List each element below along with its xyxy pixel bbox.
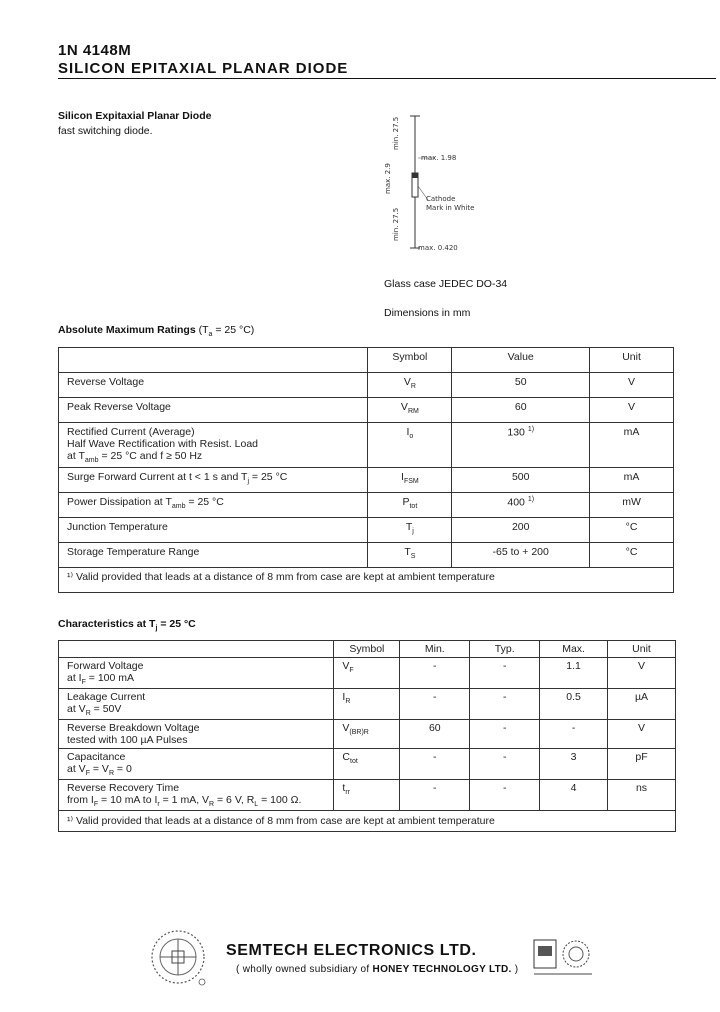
param-text: at V [67,703,86,716]
param-sub: F [93,801,99,809]
value-cell [452,423,590,468]
unit-cell: ns [608,780,676,811]
subsidiary-text: ) [511,964,519,975]
table-row [59,658,676,689]
min-cell: - [400,689,470,720]
symbol-sub: F [349,667,354,675]
unit-cell: °C [590,518,674,543]
value: 500 [511,471,530,484]
unit-cell: pF [608,749,676,780]
company-logo [147,926,209,988]
param-line: Leakage Current [67,691,146,704]
table-row [59,423,674,468]
symbol-cell [368,373,452,398]
table-row [59,749,676,780]
symbol-cell [368,423,452,468]
dimensions-text: Dimensions in mm [384,307,471,319]
case-text: Glass case JEDEC DO-34 [384,278,508,290]
header-cell: Unit [590,348,674,373]
header-cell: Symbol [334,641,400,658]
symbol-sub: RM [407,408,419,416]
unit-cell: V [590,398,674,423]
table-row [59,373,674,398]
table-footnote-row [59,568,674,593]
characteristics-heading-tail: = 25 °C [157,618,196,630]
header-cell: Typ. [470,641,540,658]
param-text: = 6 V, R [214,794,255,807]
param-text: Power Dissipation at T [67,496,172,509]
characteristics-table [58,640,676,832]
table-row [59,543,674,568]
symbol: t [342,782,346,795]
symbol-cell [334,780,400,811]
param-text: = 25 °C [185,496,224,509]
symbol-cell [368,518,452,543]
value-cell [452,518,590,543]
symbol-cell [334,749,400,780]
param-sub: F [81,679,86,687]
param-text: Surge Forward Current at t < 1 s and T [67,471,248,484]
symbol: P [402,496,410,509]
param-sub: F [85,770,90,778]
value-cell [452,543,590,568]
unit-cell: mA [590,468,674,493]
symbol-sub: R [345,698,351,706]
symbol-cell [334,720,400,749]
value-footnote: 1) [527,426,535,433]
symbol-sub: S [410,553,416,561]
max-cell: 3 [540,749,608,780]
page-title: SILICON EPITAXIAL PLANAR DIODE [58,60,716,79]
symbol-cell [368,493,452,518]
param-cell: Peak Reverse Voltage [59,398,368,423]
param-line [67,703,325,717]
part-number: 1N 4148M [58,42,132,59]
table-row [59,720,676,749]
header-cell: Unit [608,641,676,658]
abs-max-condition-sub: a [208,331,213,339]
value: 200 [511,521,530,534]
min-cell: 60 [400,720,470,749]
symbol: I [342,691,346,704]
certification-marks [532,934,594,982]
param-text: at I [67,672,82,684]
symbol-cell [334,658,400,689]
param-sub: amb [84,457,99,465]
header-cell [59,348,368,373]
symbol-sub: o [409,433,414,441]
param-line [67,672,325,686]
param-cell [59,720,334,749]
abs-max-heading: Absolute Maximum Ratings [58,324,196,336]
unit-cell: mW [590,493,674,518]
param-line: Forward Voltage [67,660,144,672]
param-line: Reverse Recovery Time [67,782,180,795]
symbol-sub: rr [345,789,350,797]
table-row [59,518,674,543]
header-cell [59,641,334,658]
subsidiary-text: ( wholly owned subsidiary of [236,964,373,975]
symbol: I [401,471,404,484]
table-row [59,493,674,518]
unit-cell: V [590,373,674,398]
symbol: V [400,401,408,413]
unit-cell: °C [590,543,674,568]
characteristics-title [58,618,196,632]
param-sub: amb [171,503,186,511]
abs-max-condition: (T [198,324,209,336]
parent-company-name: HONEY TECHNOLOGY LTD. [372,964,512,975]
abs-max-condition-tail: = 25 °C) [212,324,255,336]
subsidiary-line [236,964,518,975]
param-text: = 1 mA, V [159,794,210,807]
table-row [59,689,676,720]
symbol-sub: FSM [403,478,419,486]
param-text: = 25 °C and f ≥ 50 Hz [98,450,203,462]
param-text: at V [67,763,86,776]
param-cell [59,468,368,493]
param-sub: r [157,801,160,809]
abs-max-title [58,324,254,338]
symbol: V [403,376,411,388]
cathode-label: Cathode [426,195,456,203]
table-header-row [59,348,674,373]
characteristics-heading-sub: j [155,625,158,633]
symbol-sub: j [412,528,414,536]
header-cell: Symbol [368,348,452,373]
max-cell: 1.1 [540,658,608,689]
symbol: V [342,722,350,735]
symbol-cell [368,543,452,568]
table-row [59,398,674,423]
footnote: ¹⁾ Valid provided that leads at a distance of 8 mm from case are kept at ambient temperature [59,568,674,593]
min-cell: - [400,658,470,689]
param-text: = 100 Ω. [258,794,302,807]
value: 60 [514,401,527,413]
param-cell [59,493,368,518]
param-cell [59,423,368,468]
max-cell: 0.5 [540,689,608,720]
dim-label-lead-top: min. 27.5 [392,116,400,150]
unit-cell: V [608,720,676,749]
param-text: = 50V [90,703,122,716]
value: 400 [507,496,525,509]
value: -65 to + 200 [492,546,549,559]
value-cell [452,493,590,518]
param-text: at T [67,450,85,462]
typ-cell: - [470,658,540,689]
value-cell [452,398,590,423]
param-cell: Junction Temperature [59,518,368,543]
max-cell: 4 [540,780,608,811]
param-text: = 0 [114,763,132,776]
header-cell: Max. [540,641,608,658]
param-line: Half Wave Rectification with Resist. Load [67,438,259,450]
param-cell [59,780,334,811]
param-cell [59,749,334,780]
dim-label-lead-bottom: min. 27.5 [392,207,400,241]
intro-description: fast switching diode. [58,125,153,137]
param-sub: j [247,478,249,486]
typ-cell: - [470,720,540,749]
typ-cell: - [470,780,540,811]
value-cell [452,468,590,493]
symbol-cell [368,468,452,493]
unit-cell: µA [608,689,676,720]
intro-heading: Silicon Expitaxial Planar Diode [58,110,212,122]
param-text: = V [89,763,109,776]
table-footnote-row [59,811,676,832]
unit-cell: mA [590,423,674,468]
symbol: T [404,546,411,559]
unit-cell: V [608,658,676,689]
min-cell: - [400,780,470,811]
symbol-cell [334,689,400,720]
dim-label-lead-diameter: max. 0.420 [418,244,458,252]
max-cell: - [540,720,608,749]
param-line: Rectified Current (Average) [67,426,195,438]
typ-cell: - [470,689,540,720]
param-line: tested with 100 µA Pulses [67,734,188,747]
min-cell: - [400,749,470,780]
param-sub: R [209,801,215,809]
param-cell: Storage Temperature Range [59,543,368,568]
dim-label-body-diameter: max. 1.98 [421,154,457,162]
param-line [67,763,325,777]
param-line: Reverse Breakdown Voltage [67,722,200,735]
footnote: ¹⁾ Valid provided that leads at a distance of 8 mm from case are kept at ambient temperature [59,811,676,832]
param-text: = 10 mA to I [98,794,158,807]
cathode-mark-label: Mark in White [426,204,475,212]
table-row [59,468,674,493]
characteristics-heading: Characteristics at T [58,618,156,630]
symbol: T [405,521,413,534]
param-line [67,794,325,808]
header-cell: Value [452,348,590,373]
param-sub: R [85,710,91,718]
symbol: C [342,751,350,764]
symbol: I [406,426,410,438]
value: 130 [507,426,525,439]
symbol-sub: R [410,383,416,391]
symbol-sub: tot [350,758,358,766]
param-text: from I [67,794,94,807]
value-cell [452,373,590,398]
param-sub: R [108,770,115,778]
package-outline-drawing [380,108,530,258]
value: 50 [514,376,527,388]
header-cell: Min. [400,641,470,658]
param-text: = 100 mA [85,672,135,684]
param-sub: L [254,801,259,809]
symbol-cell [368,398,452,423]
param-line: Capacitance [67,751,126,764]
symbol-sub: (BR)R [349,729,369,737]
table-header-row [59,641,676,658]
abs-max-ratings-table [58,347,674,593]
param-cell [59,658,334,689]
company-name: SEMTECH ELECTRONICS LTD. [226,942,477,959]
param-text: = 25 °C [249,471,288,484]
value-footnote: 1) [527,496,535,504]
param-cell: Reverse Voltage [59,373,368,398]
symbol: V [342,660,350,672]
param-cell [59,689,334,720]
dim-label-body-length: max. 2.9 [384,163,392,194]
typ-cell: - [470,749,540,780]
param-line [67,450,359,464]
table-row [59,780,676,811]
symbol-sub: tot [409,503,418,511]
